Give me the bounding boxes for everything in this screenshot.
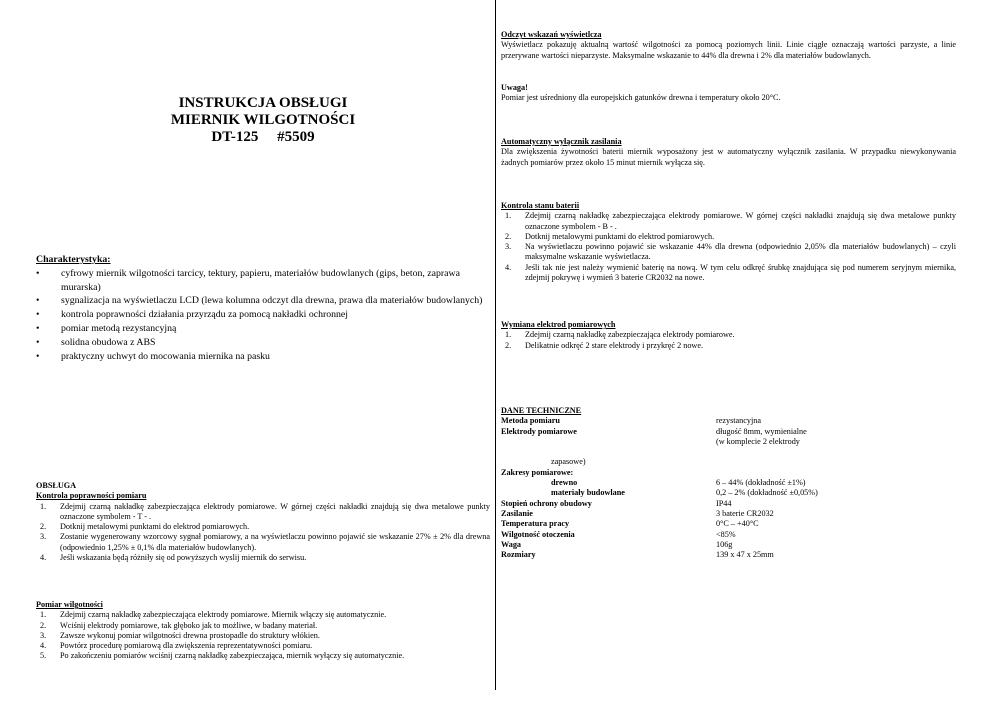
item-number: 2. — [40, 522, 47, 532]
item-number: 3. — [505, 242, 512, 252]
check-heading: Kontrola poprawności pomiaru — [36, 491, 147, 501]
list-item — [36, 641, 490, 651]
list-item-text: Dotknij metalowymi punktami do elektrod pomiarowych. — [60, 522, 250, 532]
table-row — [501, 550, 818, 560]
item-number: 2. — [505, 231, 512, 241]
measure-section — [36, 600, 490, 662]
list-item — [501, 242, 956, 263]
tech-key: Elektrody pomiarowe — [501, 426, 577, 436]
tech-value: 3 baterie CR2032 — [716, 508, 774, 518]
tech-key: Temperatura pracy — [501, 519, 570, 529]
tech-key: materiały budowlane — [551, 488, 625, 498]
list-item — [501, 263, 956, 284]
tech-key: Zakresy pomiarowe: — [501, 467, 574, 477]
list-item-text: Zostanie wygenerowany wzorcowy sygnał pomiarowy, a na wyświetlaczu powinno pojawić sie wskazanie 27% ± 2% dla drewna (odpowiednio 1,25% ± 0,1% dla materiałów budowlanych). — [60, 532, 490, 552]
bullet-icon: • — [36, 295, 40, 307]
tech-key: drewno — [551, 478, 578, 488]
battery-heading: Kontrola stanu baterii — [501, 201, 580, 210]
tech-key: Zasilanie — [501, 508, 533, 518]
title-line-3: DT-125 #5509 — [211, 129, 315, 145]
tech-value: IP44 — [716, 498, 732, 508]
tech-value: <85% — [716, 529, 736, 539]
item-number: 1. — [40, 610, 47, 620]
column-divider — [495, 0, 496, 690]
table-row — [501, 488, 818, 498]
electrodes-list — [501, 330, 956, 351]
list-item-text: Delikatnie odkręć 2 stare elektrody i przykręć 2 nowe. — [525, 340, 704, 350]
list-item — [36, 610, 490, 620]
list-item-text: Zawsze wykonuj pomiar wilgotności drewna prostopadle do struktury włókien. — [60, 630, 320, 640]
item-number: 4. — [505, 262, 512, 272]
table-row — [501, 427, 818, 437]
table-row — [501, 540, 818, 550]
tech-key: Stopień ochrony obudowy — [501, 498, 592, 508]
list-item-text: solidna obudowa z ABS — [61, 336, 156, 348]
item-number: 3. — [40, 630, 47, 640]
bullet-icon: • — [36, 322, 40, 334]
table-row — [501, 447, 818, 457]
list-item — [501, 232, 956, 242]
tech-table — [501, 416, 818, 560]
list-item-text: Zdejmij czarną nakładkę zabezpieczająca elektrody pomiarowe. W górnej części nakładki znajdują się dwa metalowe punkty oznaczone symbolem - T - . — [60, 501, 490, 521]
tech-value: zapasowe) — [551, 457, 586, 467]
item-number: 2. — [505, 340, 512, 350]
tech-value: 6 – 44% (dokładność ±1%) — [716, 478, 806, 488]
list-item-text: Powtórz procedurę pomiarową dla zwiększenia reprezentatywności pomiaru. — [60, 641, 313, 651]
tech-value: długość 8mm, wymienialne — [716, 426, 807, 436]
operation-heading: OBSŁUGA — [36, 481, 77, 490]
list-item-text: sygnalizacja na wyświetlaczu LCD (lewa kolumna odczyt dla drewna, prawa dla materiałów budowlanych) — [61, 295, 483, 307]
item-number: 1. — [40, 501, 47, 511]
tech-key: Waga — [501, 539, 522, 549]
list-item-text: Zdejmij czarną nakładkę zabezpieczająca elektrody pomiarowe. — [525, 330, 735, 340]
warning-text: Pomiar jest uśredniony dla europejskich gatunków drewna i temperatury około 20°C. — [501, 93, 781, 103]
tech-value: rezystancyjna — [716, 416, 762, 426]
tech-heading: DANE TECHNICZNE — [501, 406, 582, 415]
bullet-icon: • — [36, 336, 40, 348]
battery-section — [501, 201, 956, 283]
bullet-icon: • — [36, 350, 40, 362]
autooff-text: Dla zwiększenia żywotności baterii miernik wyposażony jest w automatyczny wyłącznik zasilania. W przypadku niewykonywania żadnych pomiarów przez około 15 minut miernik wyłącza się. — [501, 147, 956, 167]
list-item — [501, 211, 956, 232]
autooff-section — [501, 137, 956, 168]
display-heading: Odczyt wskazań wyświetlcza — [501, 30, 602, 39]
list-item — [501, 330, 956, 340]
item-number: 2. — [40, 620, 47, 630]
list-item — [36, 322, 490, 336]
list-item — [36, 522, 490, 532]
list-item-text: Na wyświetlaczu powinno pojawić sie wskazanie 44% dla drewna (odpowiednio 2,05% dla materiałów budowlanych) – czyli maksymalne wskazanie wyświetlacza. — [525, 242, 956, 262]
battery-list — [501, 211, 956, 283]
display-text: Wyświetlacz pokazuję aktualną wartość wilgotności za pomocą poziomych linii. Linie ciągłe oznaczają wartości parzyste, a linie przerywane wartości nieparzyste. Maksymalne wskazanie to 44% dla drewna i 2% dla materiałów budowlanych. — [501, 40, 956, 60]
list-item-text: cyfrowy miernik wilgotności tarcicy, tektury, papieru, materiałów budowlanych (gips, beton, zaprawa murarska) — [61, 267, 460, 293]
list-item-text: Jeśli tak nie jest należy wymienić baterię na nową. W tym celu odkręć śrubkę znajdująca się pod numerem seryjnym miernika, zdejmij pokrywę i wymień 3 baterie CR2032 na nowe. — [525, 262, 956, 283]
item-number: 4. — [40, 641, 47, 651]
list-item — [36, 336, 490, 350]
table-row — [501, 478, 818, 488]
bullet-icon: • — [36, 309, 40, 321]
measure-list — [36, 610, 490, 661]
autooff-heading: Automatyczny wyłącznik zasilania — [501, 137, 622, 146]
list-item — [36, 350, 490, 364]
characteristics-heading: Charakterystyka: — [36, 254, 111, 265]
characteristics-list — [36, 267, 490, 364]
table-row — [501, 530, 818, 540]
table-row — [501, 437, 818, 447]
list-item — [36, 621, 490, 631]
tech-value: 0,2 – 2% (dokładność ±0,05%) — [716, 488, 818, 498]
tech-key: Wilgotność otoczenia — [501, 529, 575, 539]
table-row — [501, 457, 818, 467]
table-row — [501, 519, 818, 529]
title-line-1: INSTRUKCJA OBSŁUGI — [178, 95, 348, 111]
display-section — [501, 30, 956, 61]
table-row — [501, 509, 818, 519]
tech-value: 0°C – +40°C — [716, 519, 759, 529]
warning-heading: Uwaga! — [501, 83, 528, 92]
list-item-text: Po zakończeniu pomiarów wciśnij czarną nakładkę zabezpieczająca, miernik wyłączy się automatycznie. — [60, 651, 405, 661]
tech-value: (w komplecie 2 elektrody — [716, 436, 800, 446]
table-row — [501, 468, 818, 478]
item-number: 1. — [505, 330, 512, 340]
list-item — [36, 553, 490, 563]
check-list — [36, 502, 490, 564]
list-item-text: Dotknij metalowymi punktami do elektrod pomiarowych. — [525, 231, 715, 241]
tech-value: 139 x 47 x 25mm — [716, 550, 774, 560]
item-number: 5. — [40, 651, 47, 661]
list-item-text: Jeśli wskazania będą różniły się od powyższych wyslij miernik do serwisu. — [60, 553, 307, 563]
measure-heading: Pomiar wilgotności — [36, 600, 103, 609]
list-item — [36, 267, 490, 295]
item-number: 1. — [505, 211, 512, 221]
bullet-icon: • — [36, 267, 40, 279]
title-line-2: MIERNIK WILGOTNOŚCI — [170, 112, 356, 128]
tech-key: Metoda pomiaru — [501, 416, 560, 426]
list-item — [36, 532, 490, 553]
tech-value: 106g — [716, 539, 733, 549]
tech-key: Rozmiary — [501, 550, 536, 560]
list-item-text: Zdejmij czarną nakładkę zabezpieczająca elektrody pomiarowe. Miernik włączy się automatycznie. — [60, 610, 387, 620]
table-row — [501, 416, 818, 426]
item-number: 4. — [40, 553, 47, 563]
tech-section — [501, 406, 956, 560]
characteristics-section — [36, 253, 490, 363]
list-item — [36, 631, 490, 641]
table-row — [501, 499, 818, 509]
warning-section — [501, 83, 956, 104]
list-item — [36, 308, 490, 322]
document-title — [36, 95, 490, 146]
electrodes-section — [501, 320, 956, 351]
electrodes-heading: Wymiana elektrod pomiarowych — [501, 320, 616, 329]
list-item — [36, 651, 490, 661]
list-item-text: Wciśnij elektrody pomiarowe, tak głęboko jak to możliwe, w badany materiał. — [60, 620, 318, 630]
list-item — [36, 294, 490, 308]
operation-section — [36, 481, 490, 563]
item-number: 3. — [40, 532, 47, 542]
list-item-text: Zdejmij czarną nakładkę zabezpieczająca elektrody pomiarowe. W górnej części nakładki znajdują się dwa metalowe punkty oznaczone symbolem - B - . — [525, 211, 956, 231]
list-item-text: praktyczny uchwyt do mocowania miernika na pasku — [61, 350, 270, 362]
list-item — [501, 341, 956, 351]
list-item — [36, 502, 490, 523]
list-item-text: pomiar metodą rezystancyjną — [61, 322, 177, 334]
list-item-text: kontrola poprawności działania przyrządu za pomocą nakładki ochronnej — [61, 309, 348, 321]
